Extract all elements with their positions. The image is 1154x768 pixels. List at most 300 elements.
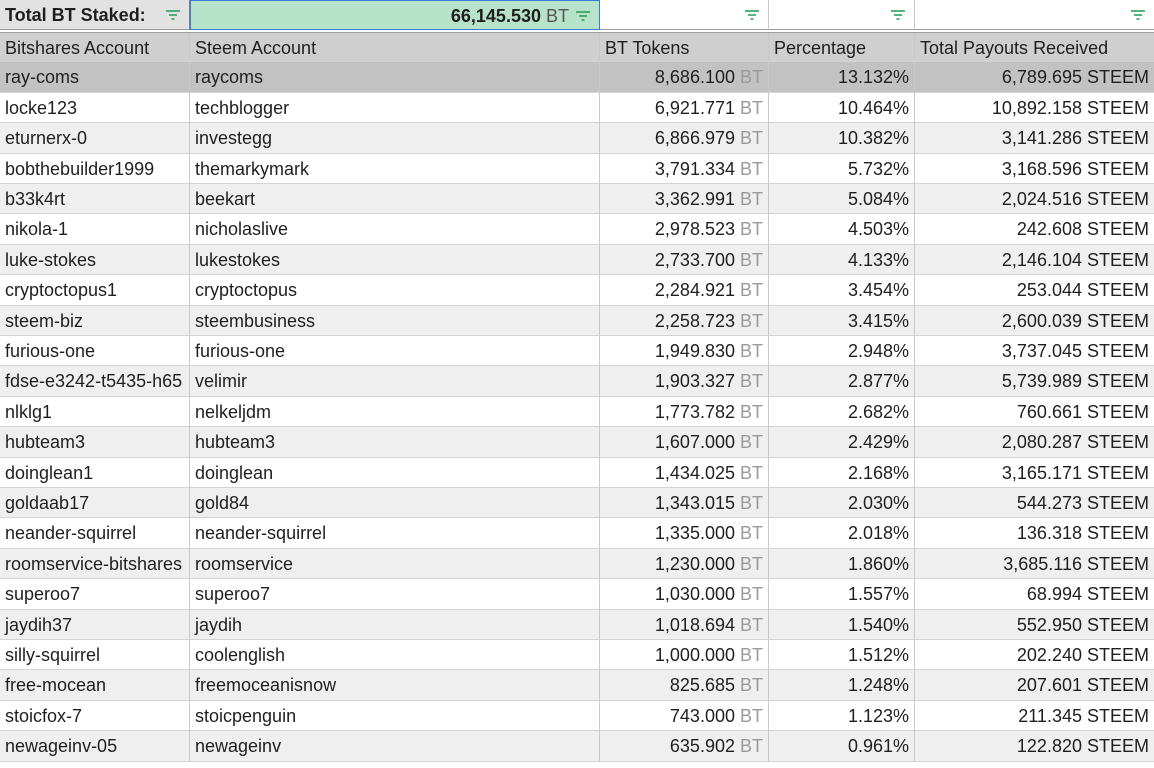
token-unit: BT: [739, 189, 763, 209]
bitshares-account-cell-value: free-mocean: [5, 675, 107, 696]
bitshares-account-cell-value: locke123: [5, 97, 78, 118]
table-row: [0, 488, 1154, 518]
bt-tokens-cell[interactable]: [600, 306, 769, 336]
bt-tokens-cell-value: 8,686.100: [654, 67, 735, 88]
payout-cell-value: 6,789.695: [1001, 67, 1082, 88]
payout-cell[interactable]: [915, 579, 1154, 609]
payout-cell-value: 2,146.104: [1001, 249, 1082, 270]
steem-account-cell[interactable]: [190, 701, 600, 731]
bitshares-account-cell[interactable]: [0, 427, 190, 457]
payout-cell-value: 3,168.596: [1001, 158, 1082, 179]
bitshares-account-cell[interactable]: [0, 518, 190, 548]
payout-cell-value: 10,892.158: [991, 97, 1082, 118]
percentage-cell[interactable]: [769, 123, 915, 153]
bitshares-account-cell-value: silly-squirrel: [5, 645, 101, 665]
payout-unit: STEEM: [1086, 219, 1149, 240]
payout-unit: STEEM: [1086, 341, 1149, 361]
percentage-cell[interactable]: [769, 275, 915, 305]
bitshares-account-cell[interactable]: [0, 275, 190, 305]
bitshares-account-cell-value: doinglean1: [5, 462, 94, 483]
filter-icon[interactable]: [744, 8, 760, 22]
table-row: [0, 275, 1154, 305]
table-row: [0, 518, 1154, 548]
percentage-cell[interactable]: [769, 214, 915, 244]
percentage-cell-value: 1.860%: [847, 553, 909, 574]
payout-unit: STEEM: [1086, 645, 1149, 665]
table-row: [0, 62, 1154, 92]
payout-unit: STEEM: [1086, 462, 1149, 483]
payout-cell-value: 242.608: [1016, 219, 1082, 240]
table-row: [0, 214, 1154, 244]
steem-account-cell-value: steembusiness: [195, 310, 316, 331]
bitshares-account-cell[interactable]: [0, 245, 190, 275]
steem-account-cell-value: nelkeljdm: [195, 401, 272, 422]
payout-cell-value: 202.240: [1016, 645, 1082, 665]
column-header-bitshares[interactable]: Bitshares Account: [0, 33, 190, 62]
payout-cell-value: 544.273: [1016, 493, 1082, 513]
steem-account-cell-value: raycoms: [195, 67, 264, 88]
token-unit: BT: [739, 432, 763, 453]
table-row: [0, 640, 1154, 670]
steem-account-cell[interactable]: [190, 336, 600, 366]
bt-tokens-cell-value: 2,284.921: [654, 280, 735, 301]
payout-cell-value: 2,080.287: [1001, 432, 1082, 453]
payout-unit: STEEM: [1086, 249, 1149, 270]
table-row: [0, 458, 1154, 488]
bt-tokens-cell-value: 1,903.327: [654, 371, 735, 392]
payout-unit: STEEM: [1086, 67, 1149, 88]
percentage-cell[interactable]: [769, 93, 915, 123]
percentage-cell[interactable]: [769, 610, 915, 640]
bt-tokens-cell-value: 1,434.025: [654, 462, 735, 483]
steem-account-cell[interactable]: [190, 245, 600, 275]
steem-account-cell-value: beekart: [195, 189, 256, 209]
token-unit: BT: [739, 523, 763, 544]
bt-tokens-cell[interactable]: [600, 610, 769, 640]
bt-tokens-cell-value: 1,607.000: [654, 432, 735, 453]
bitshares-account-cell[interactable]: [0, 154, 190, 184]
token-unit: BT: [739, 553, 763, 574]
bitshares-account-cell-value: b33k4rt: [5, 189, 66, 209]
bitshares-account-cell[interactable]: [0, 336, 190, 366]
steem-account-cell[interactable]: [190, 579, 600, 609]
percentage-cell-value: 0.961%: [847, 736, 909, 757]
steem-account-cell[interactable]: [190, 518, 600, 548]
bt-tokens-cell[interactable]: [600, 701, 769, 731]
token-unit: BT: [739, 614, 763, 635]
bt-tokens-cell[interactable]: [600, 154, 769, 184]
bt-tokens-cell[interactable]: [600, 397, 769, 427]
bt-tokens-cell-value: 2,733.700: [654, 249, 735, 270]
percentage-cell[interactable]: [769, 731, 915, 761]
payout-unit: STEEM: [1086, 614, 1149, 635]
payout-cell[interactable]: [915, 214, 1154, 244]
payout-cell[interactable]: [915, 184, 1154, 214]
payout-cell[interactable]: [915, 701, 1154, 731]
steem-account-cell-value: coolenglish: [195, 645, 286, 665]
bitshares-account-cell-value: goldaab17: [5, 493, 90, 513]
table-row: [0, 123, 1154, 153]
bitshares-account-cell[interactable]: [0, 93, 190, 123]
payout-cell-value: 68.994: [1026, 584, 1082, 605]
table-row: [0, 701, 1154, 731]
payout-cell-value: 2,600.039: [1001, 310, 1082, 331]
payout-unit: STEEM: [1086, 158, 1149, 179]
bitshares-account-cell-value: neander-squirrel: [5, 523, 137, 544]
steem-account-cell-value: velimir: [195, 371, 247, 392]
token-unit: BT: [739, 401, 763, 422]
steem-account-cell-value: gold84: [195, 493, 250, 513]
bt-tokens-cell-value: 6,866.979: [654, 128, 735, 149]
payout-cell-value: 211.345: [1018, 705, 1082, 726]
payout-cell[interactable]: [915, 731, 1154, 761]
percentage-cell-value: 4.133%: [847, 249, 909, 270]
filter-cell[interactable]: [600, 0, 769, 30]
token-unit: BT: [739, 493, 763, 513]
table-row: [0, 245, 1154, 275]
token-unit: BT: [739, 67, 763, 88]
column-header-percentage[interactable]: Percentage: [769, 33, 915, 62]
bt-tokens-cell[interactable]: [600, 184, 769, 214]
bt-tokens-cell-value: 1,343.015: [654, 493, 735, 513]
steem-account-cell[interactable]: [190, 397, 600, 427]
bt-tokens-cell-value: 1,335.000: [654, 523, 735, 544]
payout-unit: STEEM: [1086, 97, 1149, 118]
bitshares-account-cell[interactable]: [0, 397, 190, 427]
steem-account-cell-value: jaydih: [195, 614, 243, 635]
token-unit: BT: [739, 128, 763, 149]
payout-cell[interactable]: [915, 336, 1154, 366]
bitshares-account-cell[interactable]: [0, 579, 190, 609]
percentage-cell[interactable]: [769, 518, 915, 548]
steem-account-cell-value: newageinv: [195, 736, 282, 757]
table-row: [0, 670, 1154, 700]
steem-account-cell-value: investegg: [195, 128, 273, 149]
bitshares-account-cell[interactable]: [0, 62, 190, 92]
steem-account-cell-value: roomservice: [195, 553, 294, 574]
payout-cell[interactable]: [915, 640, 1154, 670]
token-unit: BT: [739, 371, 763, 392]
steem-account-cell-value: freemoceanisnow: [195, 675, 337, 696]
bitshares-account-cell[interactable]: [0, 640, 190, 670]
summary-row: [0, 0, 1154, 30]
bitshares-account-cell-value: eturnerx-0: [5, 128, 88, 149]
percentage-cell-value: 2.948%: [847, 341, 909, 361]
bt-tokens-cell[interactable]: [600, 458, 769, 488]
steem-account-cell-value: neander-squirrel: [195, 523, 327, 544]
steem-account-cell-value: themarkymark: [195, 158, 310, 179]
percentage-cell[interactable]: [769, 640, 915, 670]
token-unit: BT: [739, 97, 763, 118]
payout-cell[interactable]: [915, 275, 1154, 305]
payout-unit: STEEM: [1086, 371, 1149, 392]
payout-unit: STEEM: [1086, 280, 1149, 301]
token-unit: BT: [739, 736, 763, 757]
bt-tokens-cell[interactable]: [600, 427, 769, 457]
percentage-cell-value: 3.415%: [847, 310, 909, 331]
bitshares-account-cell-value: hubteam3: [5, 432, 86, 453]
percentage-cell[interactable]: [769, 427, 915, 457]
bitshares-account-cell[interactable]: [0, 701, 190, 731]
summary-label-cell[interactable]: [0, 0, 190, 30]
bt-tokens-cell[interactable]: [600, 640, 769, 670]
bt-tokens-cell-value: 743.000: [669, 705, 735, 726]
steem-account-cell[interactable]: [190, 93, 600, 123]
payout-unit: STEEM: [1086, 401, 1149, 422]
token-unit: BT: [739, 584, 763, 605]
table-row: [0, 427, 1154, 457]
percentage-cell-value: 1.248%: [847, 675, 909, 696]
filter-icon[interactable]: [165, 8, 181, 22]
percentage-cell[interactable]: [769, 366, 915, 396]
bt-tokens-cell[interactable]: [600, 731, 769, 761]
percentage-cell-value: 10.382%: [837, 128, 909, 149]
bitshares-account-cell[interactable]: [0, 670, 190, 700]
percentage-cell[interactable]: [769, 397, 915, 427]
bt-tokens-cell[interactable]: [600, 214, 769, 244]
percentage-cell-value: 13.132%: [837, 67, 909, 88]
table-row: [0, 579, 1154, 609]
percentage-cell[interactable]: [769, 701, 915, 731]
bt-tokens-cell-value: 825.685: [669, 675, 735, 696]
token-unit: BT: [739, 219, 763, 240]
token-unit: BT: [739, 675, 763, 696]
percentage-cell[interactable]: [769, 488, 915, 518]
steem-account-cell[interactable]: [190, 458, 600, 488]
bt-tokens-cell[interactable]: [600, 366, 769, 396]
bt-tokens-cell[interactable]: [600, 275, 769, 305]
payout-unit: STEEM: [1086, 310, 1149, 331]
payout-cell-value: 136.318: [1016, 523, 1082, 544]
table-row: [0, 306, 1154, 336]
payout-cell-value: 3,685.116: [1003, 553, 1082, 574]
percentage-cell-value: 1.123%: [847, 705, 909, 726]
filter-icon[interactable]: [890, 8, 906, 22]
payout-cell[interactable]: [915, 306, 1154, 336]
bt-tokens-cell-value: 1,030.000: [654, 584, 735, 605]
bitshares-account-cell-value: cryptoctopus1: [5, 280, 118, 301]
bitshares-account-cell-value: furious-one: [5, 341, 96, 361]
payout-cell-value: 2,024.516: [1001, 189, 1082, 209]
percentage-cell[interactable]: [769, 245, 915, 275]
bt-tokens-cell-value: 1,000.000: [654, 645, 735, 665]
table-row: [0, 184, 1154, 214]
payout-unit: STEEM: [1086, 493, 1149, 513]
bitshares-account-cell-value: nikola-1: [5, 219, 69, 240]
steem-account-cell[interactable]: [190, 670, 600, 700]
percentage-cell-value: 10.464%: [837, 97, 909, 118]
steem-account-cell-value: doinglean: [195, 462, 274, 483]
filter-icon[interactable]: [575, 9, 591, 23]
payout-cell[interactable]: [915, 670, 1154, 700]
percentage-cell[interactable]: [769, 154, 915, 184]
token-unit: BT: [739, 249, 763, 270]
payout-cell-value: 5,739.989: [1001, 371, 1082, 392]
percentage-cell-value: 2.030%: [847, 493, 909, 513]
percentage-cell-value: 3.454%: [847, 280, 909, 301]
steem-account-cell-value: cryptoctopus: [195, 280, 298, 301]
steem-account-cell[interactable]: [190, 610, 600, 640]
percentage-cell-value: 5.732%: [847, 158, 909, 179]
bt-tokens-cell[interactable]: [600, 670, 769, 700]
percentage-cell-value: 2.877%: [847, 371, 909, 392]
bt-tokens-cell-value: 3,362.991: [654, 189, 735, 209]
table-row: [0, 610, 1154, 640]
percentage-cell[interactable]: [769, 336, 915, 366]
percentage-cell[interactable]: [769, 306, 915, 336]
steem-account-cell-value: lukestokes: [195, 249, 281, 270]
token-unit: BT: [739, 280, 763, 301]
bt-tokens-cell-value: 2,258.723: [654, 310, 735, 331]
bitshares-account-cell-value: fdse-e3242-t5435-h65: [5, 371, 183, 392]
payout-cell[interactable]: [915, 93, 1154, 123]
bt-tokens-cell[interactable]: [600, 123, 769, 153]
filter-cell[interactable]: [915, 0, 1154, 30]
payout-cell[interactable]: [915, 458, 1154, 488]
bt-tokens-cell[interactable]: [600, 62, 769, 92]
token-unit: BT: [739, 158, 763, 179]
bitshares-account-cell[interactable]: [0, 488, 190, 518]
steem-account-cell-value: stoicpenguin: [195, 705, 297, 726]
bitshares-account-cell[interactable]: [0, 610, 190, 640]
filter-icon[interactable]: [1130, 8, 1146, 22]
payout-cell[interactable]: [915, 123, 1154, 153]
payout-cell-value: 3,737.045: [1001, 341, 1082, 361]
steem-account-cell-value: nicholaslive: [195, 219, 289, 240]
steem-account-cell[interactable]: [190, 549, 600, 579]
bitshares-account-cell[interactable]: [0, 549, 190, 579]
steem-account-cell[interactable]: [190, 184, 600, 214]
payout-unit: STEEM: [1086, 128, 1149, 149]
steem-account-cell[interactable]: [190, 123, 600, 153]
steem-account-cell-value: furious-one: [195, 341, 286, 361]
bitshares-account-cell[interactable]: [0, 123, 190, 153]
percentage-cell-value: 2.682%: [847, 401, 909, 422]
steem-account-cell[interactable]: [190, 154, 600, 184]
bt-tokens-cell-value: 635.902: [669, 736, 735, 757]
payout-cell[interactable]: [915, 518, 1154, 548]
percentage-cell[interactable]: [769, 458, 915, 488]
bt-tokens-cell[interactable]: [600, 549, 769, 579]
table-row: [0, 549, 1154, 579]
payout-unit: STEEM: [1086, 705, 1149, 726]
bt-tokens-cell-value: 1,773.782: [654, 401, 735, 422]
bt-tokens-cell[interactable]: [600, 336, 769, 366]
bt-tokens-cell-value: 1,949.830: [654, 341, 735, 361]
bitshares-account-cell-value: nlklg1: [5, 401, 53, 422]
bitshares-account-cell[interactable]: [0, 306, 190, 336]
percentage-cell[interactable]: [769, 549, 915, 579]
percentage-cell[interactable]: [769, 184, 915, 214]
percentage-cell[interactable]: [769, 62, 915, 92]
percentage-cell-value: 2.429%: [847, 432, 909, 453]
summary-unit: BT: [545, 6, 569, 26]
bitshares-account-cell[interactable]: [0, 366, 190, 396]
bt-tokens-cell[interactable]: [600, 579, 769, 609]
bt-tokens-cell-value: 3,791.334: [654, 158, 735, 179]
token-unit: BT: [739, 310, 763, 331]
table-row: [0, 397, 1154, 427]
summary-label: Total BT Staked:: [5, 5, 146, 25]
table-row: [0, 731, 1154, 761]
bitshares-account-cell[interactable]: [0, 458, 190, 488]
percentage-cell-value: 1.540%: [847, 614, 909, 635]
filter-cell[interactable]: [769, 0, 915, 30]
bt-tokens-cell-value: 6,921.771: [654, 97, 735, 118]
table-row: [0, 93, 1154, 123]
table-row: [0, 366, 1154, 396]
steem-account-cell[interactable]: [190, 488, 600, 518]
payout-cell[interactable]: [915, 427, 1154, 457]
payout-cell-value: 760.661: [1016, 401, 1082, 422]
payout-unit: STEEM: [1086, 584, 1149, 605]
steem-account-cell[interactable]: [190, 62, 600, 92]
payout-cell-value: 207.601: [1016, 675, 1082, 696]
steem-account-cell[interactable]: [190, 731, 600, 761]
payout-cell[interactable]: [915, 397, 1154, 427]
payout-cell[interactable]: [915, 245, 1154, 275]
bt-tokens-cell[interactable]: [600, 488, 769, 518]
steem-account-cell[interactable]: [190, 306, 600, 336]
payout-unit: STEEM: [1086, 189, 1149, 209]
payout-unit: STEEM: [1086, 523, 1149, 544]
percentage-cell-value: 2.018%: [847, 523, 909, 544]
table-row: [0, 336, 1154, 366]
payout-cell[interactable]: [915, 549, 1154, 579]
column-header-payouts[interactable]: Total Payouts Received: [915, 33, 1154, 62]
bitshares-account-cell-value: ray-coms: [5, 67, 80, 88]
bt-tokens-cell[interactable]: [600, 93, 769, 123]
payout-cell[interactable]: [915, 62, 1154, 92]
column-header-steem[interactable]: Steem Account: [190, 33, 600, 62]
percentage-cell[interactable]: [769, 579, 915, 609]
bt-tokens-cell[interactable]: [600, 245, 769, 275]
token-unit: BT: [739, 341, 763, 361]
bitshares-account-cell-value: newageinv-05: [5, 736, 118, 757]
payout-unit: STEEM: [1086, 675, 1149, 696]
bitshares-account-cell-value: luke-stokes: [5, 249, 97, 270]
token-unit: BT: [739, 462, 763, 483]
bt-tokens-cell-value: 1,018.694: [654, 614, 735, 635]
payout-unit: STEEM: [1086, 736, 1149, 757]
payout-cell[interactable]: [915, 610, 1154, 640]
payout-cell-value: 122.820: [1016, 736, 1082, 757]
payout-cell[interactable]: [915, 154, 1154, 184]
bitshares-account-cell-value: roomservice-bitshares: [5, 553, 183, 574]
payout-cell[interactable]: [915, 366, 1154, 396]
payout-unit: STEEM: [1086, 553, 1149, 574]
steem-account-cell[interactable]: [190, 214, 600, 244]
payout-cell[interactable]: [915, 488, 1154, 518]
token-unit: BT: [739, 645, 763, 665]
percentage-cell-value: 1.512%: [847, 645, 909, 665]
column-header-tokens[interactable]: BT Tokens: [600, 33, 769, 62]
bitshares-account-cell-value: jaydih37: [5, 614, 73, 635]
summary-value-cell[interactable]: [190, 0, 600, 30]
steem-account-cell[interactable]: [190, 640, 600, 670]
steem-account-cell[interactable]: [190, 275, 600, 305]
steem-account-cell-value: hubteam3: [195, 432, 276, 453]
bitshares-account-cell-value: stoicfox-7: [5, 705, 83, 726]
percentage-cell[interactable]: [769, 670, 915, 700]
bitshares-account-cell[interactable]: [0, 184, 190, 214]
bitshares-account-cell[interactable]: [0, 731, 190, 761]
steem-account-cell[interactable]: [190, 427, 600, 457]
payout-cell-value: 552.950: [1016, 614, 1082, 635]
bt-tokens-cell[interactable]: [600, 518, 769, 548]
steem-account-cell[interactable]: [190, 366, 600, 396]
bitshares-account-cell[interactable]: [0, 214, 190, 244]
